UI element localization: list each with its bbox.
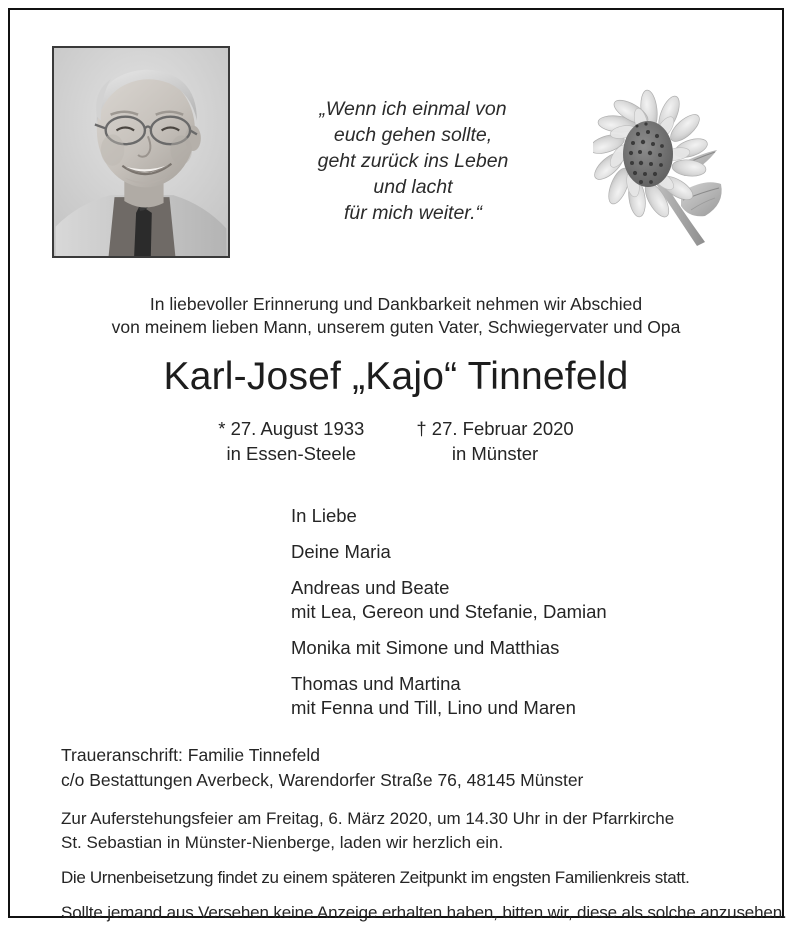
disclaimer-line: Sollte jemand aus Versehen keine Anzeige erhalten haben, bitten wir, diese als solche anzusehen.	[61, 903, 787, 922]
family-line: mit Fenna und Till, Lino und Maren	[291, 697, 576, 718]
birth-date-text: 27. August 1933	[230, 418, 365, 439]
family-group	[291, 672, 607, 720]
death-place: in Münster	[451, 443, 539, 464]
sunflower-image	[593, 88, 733, 260]
intro-text	[10, 293, 782, 339]
family-group	[291, 540, 607, 564]
deceased-name: Karl-Josef „Kajo“ Tinnefeld	[163, 355, 629, 398]
footer-notes	[61, 807, 787, 925]
birth-place: in Essen-Steele	[226, 443, 357, 464]
family-line: Andreas und Beate	[291, 577, 450, 598]
obituary-notice	[8, 8, 787, 922]
portrait-image	[54, 48, 228, 256]
portrait-photo	[52, 46, 230, 258]
burial-line: Die Urnenbeisetzung findet zu einem späteren Zeitpunkt im engsten Familienkreis statt.	[61, 868, 690, 887]
quote-line: geht zurück ins Leben	[317, 150, 509, 172]
family-group	[291, 636, 607, 660]
family-heading: In Liebe	[291, 505, 357, 526]
family-line: Thomas und Martina	[291, 673, 461, 694]
address-line: Traueranschrift: Familie Tinnefeld	[61, 745, 321, 765]
service-line: St. Sebastian in Münster-Nienberge, laden wir herzlich ein.	[61, 833, 504, 852]
birth-date-column	[218, 416, 364, 466]
family-group	[291, 576, 607, 624]
memorial-quote	[268, 96, 558, 226]
family-list	[291, 504, 607, 720]
birth-symbol-icon: *	[218, 418, 226, 439]
intro-line: In liebevoller Erinnerung und Dankbarkeit nehmen wir Abschied	[149, 294, 643, 314]
service-line: Zur Auferstehungsfeier am Freitag, 6. März 2020, um 14.30 Uhr in der Pfarrkirche	[61, 809, 675, 828]
family-heading-group	[291, 504, 607, 528]
death-date-column	[416, 416, 573, 466]
death-date	[416, 416, 573, 441]
life-dates	[10, 416, 782, 466]
quote-line: „Wenn ich einmal von	[319, 98, 507, 120]
quote-line: für mich weiter.“	[344, 202, 482, 224]
intro-line: von meinem lieben Mann, unserem guten Vater, Schwiegervater und Opa	[111, 317, 681, 337]
family-line: Monika mit Simone und Matthias	[291, 637, 560, 658]
address-line: c/o Bestattungen Averbeck, Warendorfer Straße 76, 48145 Münster	[61, 770, 584, 790]
cross-symbol-icon: †	[416, 418, 427, 439]
sunflower-icon	[593, 88, 733, 260]
birth-date	[218, 416, 364, 441]
quote-line: euch gehen sollte,	[333, 124, 493, 146]
burial-info	[61, 866, 761, 890]
death-date-text: 27. Februar 2020	[431, 418, 574, 439]
mourning-address	[61, 743, 583, 793]
notice-inner	[10, 10, 787, 922]
notice-disclaimer	[61, 901, 787, 925]
quote-line: und lacht	[373, 176, 453, 198]
family-line: mit Lea, Gereon und Stefanie, Damian	[291, 601, 607, 622]
service-info	[61, 807, 761, 855]
family-line: Deine Maria	[291, 541, 391, 562]
